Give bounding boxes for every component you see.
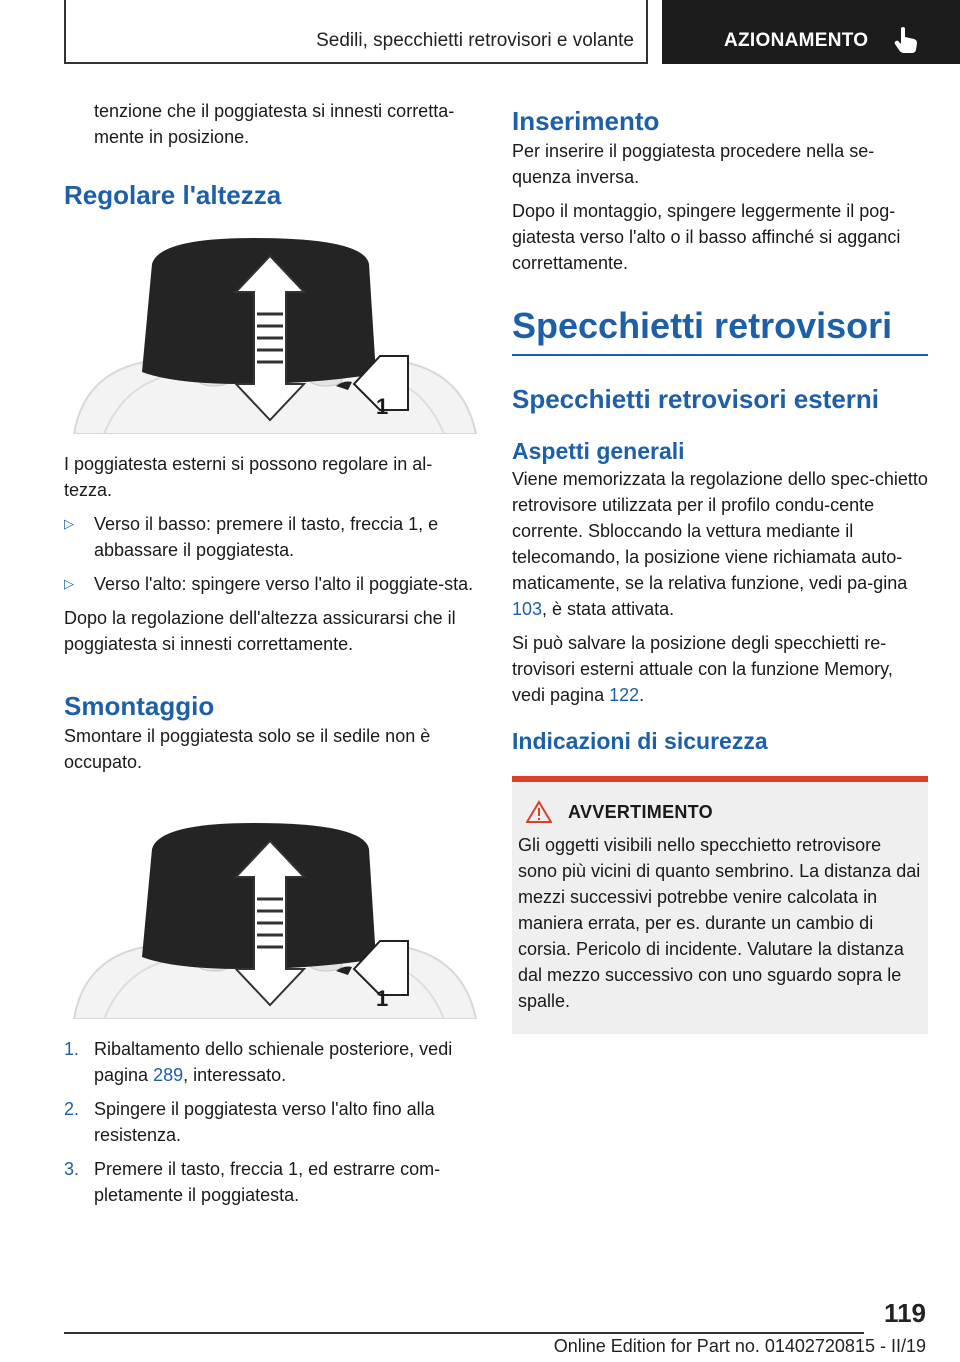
triangle-bullet-icon: ▷ [64, 516, 74, 531]
step-number: 1. [64, 1039, 80, 1059]
warning-box [512, 776, 928, 1034]
heading-specchietti: Specchietti retrovisori [512, 304, 928, 356]
heading-sicurezza: Indicazioni di sicurezza [512, 728, 768, 754]
warning-header [518, 800, 922, 824]
warning-title: AVVERTIMENTO [568, 801, 713, 822]
paragraph-inserimento-1: Per inserire il poggiatesta procedere nella se-quenza inversa. [512, 141, 875, 187]
figure2-callout: 1 [376, 986, 389, 1011]
warning-text: Gli oggetti visibili nello specchietto retrovisore sono più vicini di quanto sembrino. La distanza dai mezzi successivi potrebbe venire calcolata in maniera errata, per es. durante un cambio di corsia. Pericolo di incidente. Valutare la distanza dal mezzo successivo con uno sguardo sopra le spalle. [518, 835, 921, 1011]
list-item: ▷ Verso l'alto: spingere verso l'alto il poggiate-sta. [64, 571, 480, 597]
paragraph-smontaggio: Smontare il poggiatesta solo se il sedile non è occupato. [64, 726, 431, 772]
step-number: 3. [64, 1159, 80, 1179]
step-number: 2. [64, 1099, 80, 1119]
list-item: ▷ Verso il basso: premere il tasto, freccia 1, e abbassare il poggiatesta. [64, 511, 480, 563]
paragraph-aspetti-2: Si può salvare la posizione degli specchietti re-trovisori esterni attuale con la funzione Memory, vedi pagina 122. [512, 633, 893, 705]
paragraph-inserimento-2: Dopo il montaggio, spingere leggermente il pog-giatesta verso l'alto o il basso affinché si agganci correttamente. [512, 201, 901, 273]
footer-rule [64, 1332, 864, 1334]
headrest-illustration-removal [64, 819, 480, 1019]
paragraph-dopo: Dopo la regolazione dell'altezza assicurarsi che il poggiatesta si innesti correttamente. [64, 608, 456, 654]
page-number: 119 [884, 1298, 926, 1328]
heading-smontaggio: Smontaggio [64, 691, 215, 721]
pointing-hand-icon [894, 26, 920, 54]
section-title: Sedili, specchietti retrovisori e volante [316, 30, 634, 51]
heading-regolare: Regolare l'altezza [64, 180, 282, 210]
figure1-callout: 1 [376, 394, 389, 419]
heading-aspetti-generali: Aspetti generali [512, 438, 685, 464]
page-link[interactable]: 289 [153, 1065, 184, 1085]
list-item: 1. Ribaltamento dello schienale posteriore, vedi pagina 289, interessato. [64, 1036, 480, 1088]
chapter-tab [662, 0, 960, 64]
list-item: 2. Spingere il poggiatesta verso l'alto fino alla resistenza. [64, 1096, 480, 1148]
paragraph-regolare: I poggiatesta esterni si possono regolare in al-tezza. [64, 454, 433, 500]
list-item: 3. Premere il tasto, freccia 1, ed estrarre com-pletamente il poggiatesta. [64, 1156, 480, 1208]
heading-inserimento: Inserimento [512, 106, 660, 136]
page-link[interactable]: 103 [512, 599, 543, 619]
triangle-bullet-icon: ▷ [64, 576, 74, 591]
left-column [64, 98, 480, 1216]
paragraph-aspetti-1: Viene memorizzata la regolazione dello spec-chietto retrovisore utilizzata per il profilo condu-cente corrente. Sbloccando la vettura mediante il telecomando, la posizione viene richiamata auto-maticamente, se la relativa funzione, vedi pa-gina 103, è stata attivata. [512, 469, 928, 619]
right-column [512, 104, 928, 1034]
adjust-list [64, 511, 480, 597]
removal-steps [64, 1036, 480, 1208]
intro-paragraph: tenzione che il poggiatesta si innesti corretta-mente in posizione. [94, 101, 455, 147]
chapter-label: AZIONAMENTO [724, 30, 869, 51]
running-header [64, 0, 648, 64]
warning-triangle-icon [526, 800, 552, 824]
edition-label: Online Edition for Part no. 01402720815 - II/19 [553, 1336, 926, 1356]
heading-specchietti-esterni: Specchietti retrovisori esterni [512, 384, 880, 414]
headrest-illustration-adjust [64, 234, 480, 434]
page-link[interactable]: 122 [609, 685, 640, 705]
